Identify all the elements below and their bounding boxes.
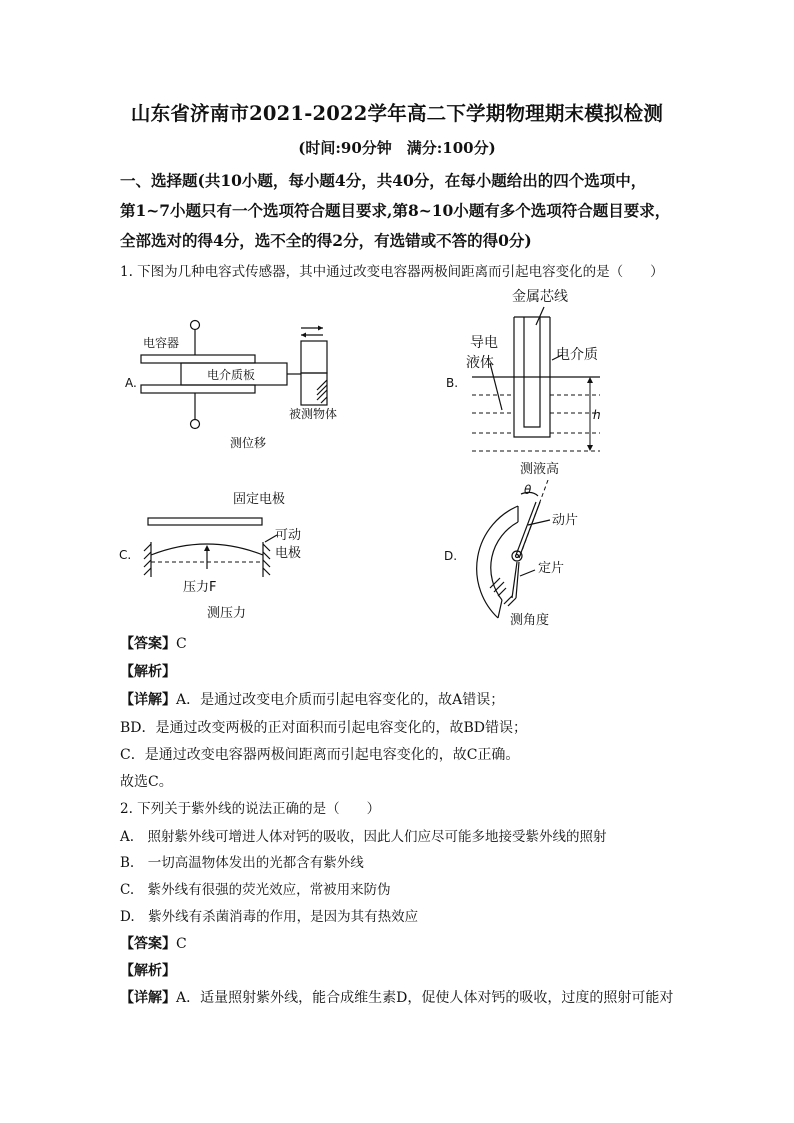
q2-option-c: C. 紫外线有很强的荧光效应，常被用来防伪 [120,882,391,898]
figure-d-angle [440,480,620,630]
caption-pressure: 测压力 [207,606,247,621]
q2-analysis-heading: 【解析】 [120,963,176,979]
figure-a-displacement [115,315,365,455]
exam-info: (时间:90分钟 满分:100分) [298,139,496,157]
height-label: h [593,408,601,422]
question-2-stem: 2. 下列关于紫外线的说法正确的是（ ） [120,801,381,817]
section-line: 全部选对的得4分，选不全的得2分，有选错或不答的得0分) [120,231,532,250]
figure-b-liquid-level [440,285,620,480]
section-line: 一、选择题(共10小题，每小题4分，共40分，在每小题给出的四个选项中， [120,171,647,190]
q2-option-d: D. 紫外线有杀菌消毒的作用，是因为其有热效应 [120,909,419,925]
q1-answer: 【答案】C [120,636,187,652]
q1-analysis-heading: 【解析】 [120,664,176,680]
fixed-electrode-label: 固定电极 [233,492,286,507]
q1-detail-line: 【详解】A．是通过改变电介质而引起电容变化的，故A错误； [120,692,505,708]
movable-electrode-label-2: 电极 [275,546,302,561]
option-c-label: C. [119,548,132,562]
q2-answer: 【答案】C [120,936,187,952]
metal-core-label: 金属芯线 [512,289,568,305]
q2-answer-value: C [176,936,187,952]
conductive-liquid-label-1: 导电 [470,335,498,351]
q2-detail-line: 【详解】A．适量照射紫外线，能合成维生素D，促使人体对钙的吸收，过度的照射可能对 [120,990,674,1006]
capacitor-label: 电容器 [143,336,180,350]
q2-option-a: A. 照射紫外线可增进人体对钙的吸收，因此人们应尽可能多地接受紫外线的照射 [120,829,607,845]
section-line: 第1~7小题只有一个选项符合题目要求,第8~10小题有多个选项符合题目要求， [120,201,671,220]
measured-object-label: 被测物体 [289,407,338,421]
option-a-label: A. [125,376,137,390]
dielectric-label: 电介质 [556,347,598,363]
option-d-label: D. [444,549,458,563]
q1-answer-value: C [176,636,187,652]
theta-label: θ [524,483,532,497]
figure-c-pressure [115,487,315,622]
option-b-label: B. [446,376,459,390]
page-title: 山东省济南市2021-2022学年高二下学期物理期末模拟检测 [130,102,664,125]
q1-detail-line: BD．是通过改变两极的正对面积而引起电容变化的，故BD错误； [120,720,528,736]
caption-displacement: 测位移 [230,436,267,450]
fixed-plate-label: 定片 [538,561,565,576]
q1-detail-line: 故选C。 [120,774,173,790]
moving-plate-label: 动片 [552,513,579,528]
conductive-liquid-label-2: 液体 [466,355,494,371]
pressure-label: 压力F [183,580,217,595]
q1-detail-line: C．是通过改变电容器两极间距离而引起电容变化的，故C正确。 [120,747,520,763]
section-heading [120,166,700,256]
caption-angle: 测角度 [510,613,550,628]
q2-option-b: B. 一切高温物体发出的光都含有紫外线 [120,855,364,871]
question-1-stem: 1. 下图为几种电容式传感器，其中通过改变电容器两极间距离而引起电容变化的是（ ） [120,264,664,280]
movable-electrode-label-1: 可动 [275,528,302,543]
caption-liquid-level: 测液高 [520,462,560,477]
dielectric-plate-label: 电介质板 [207,368,256,382]
